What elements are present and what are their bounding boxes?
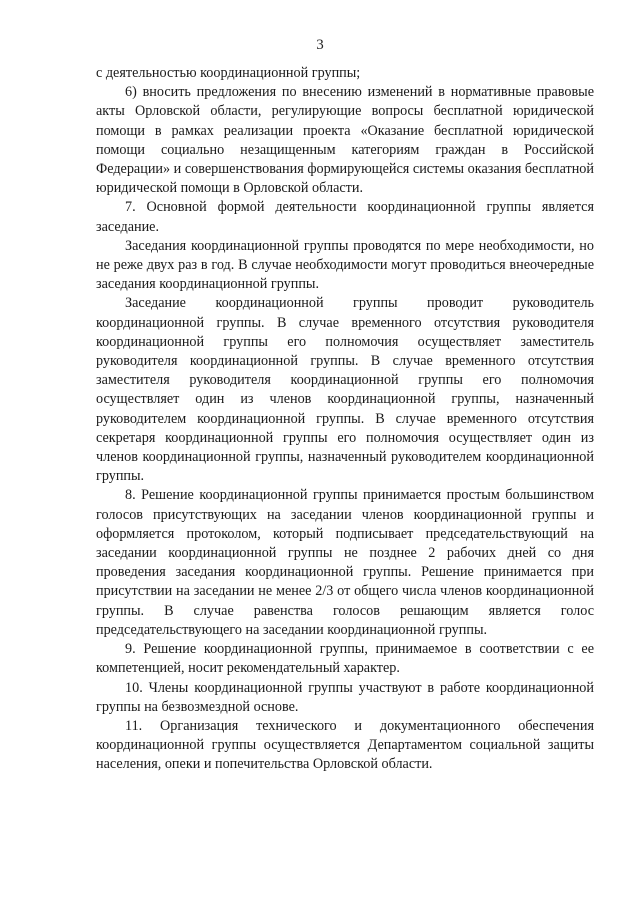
- paragraph-item-8: 8. Решение координационной группы принимается простым большинством голосов присутствующих на заседании членов координационной группы и оформляется протоколом, который подписывает председательствующий на заседании координационной группы не позднее 2 рабочих дней со дня проведения заседания координационной группы. Решение принимается при присутствии на заседании не менее 2/3 от общего числа членов координационной группы. В случае равенства голосов решающим является голос председательствующего на заседании координационной группы.: [96, 487, 594, 638]
- paragraph-meeting-chair: Заседание координационной группы проводит руководитель координационной группы. В случае временного отсутствия руководителя координационной группы его полномочия осуществляет заместитель руководителя координационной группы. В случае временного отсутствия заместителя руководителя координационной группы его полномочия осуществляет один из членов координационной группы, назначенный руководителем координационной группы. В случае временного отсутствия секретаря координационной группы его полномочия осуществляет один из членов координационной группы, назначенный руководителем координационной группы.: [96, 295, 594, 485]
- document-body: [96, 64, 594, 775]
- paragraph-item-9: 9. Решение координационной группы, принимаемое в соответствии с ее компетенцией, носит рекомендательный характер.: [96, 641, 594, 677]
- paragraph-item-10: 10. Члены координационной группы участвуют в работе координационной группы на безвозмездной основе.: [96, 679, 594, 715]
- paragraph-continuation: с деятельностью координационной группы;: [96, 65, 361, 81]
- paragraph-item-7: 7. Основной формой деятельности координационной группы является заседание.: [96, 199, 594, 235]
- paragraph-item-11: 11. Организация технического и документационного обеспечения координационной группы осуществляется Департаментом социальной защиты населения, опеки и попечительства Орловской области.: [96, 717, 594, 773]
- paragraph-meetings-frequency: Заседания координационной группы проводятся по мере необходимости, но не реже двух раз в год. В случае необходимости могут проводиться внеочередные заседания координационной группы.: [96, 237, 594, 293]
- page-number: 3: [316, 37, 324, 53]
- paragraph-item-6: 6) вносить предложения по внесению изменений в нормативные правовые акты Орловской области, регулирующие вопросы бесплатной юридической помощи в рамках реализации проекта «Оказание бесплатной юридической помощи социально незащищенным категориям граждан в Российской Федерации» и совершенствования формирующейся системы оказания бесплатной юридической помощи в Орловской области.: [96, 84, 594, 197]
